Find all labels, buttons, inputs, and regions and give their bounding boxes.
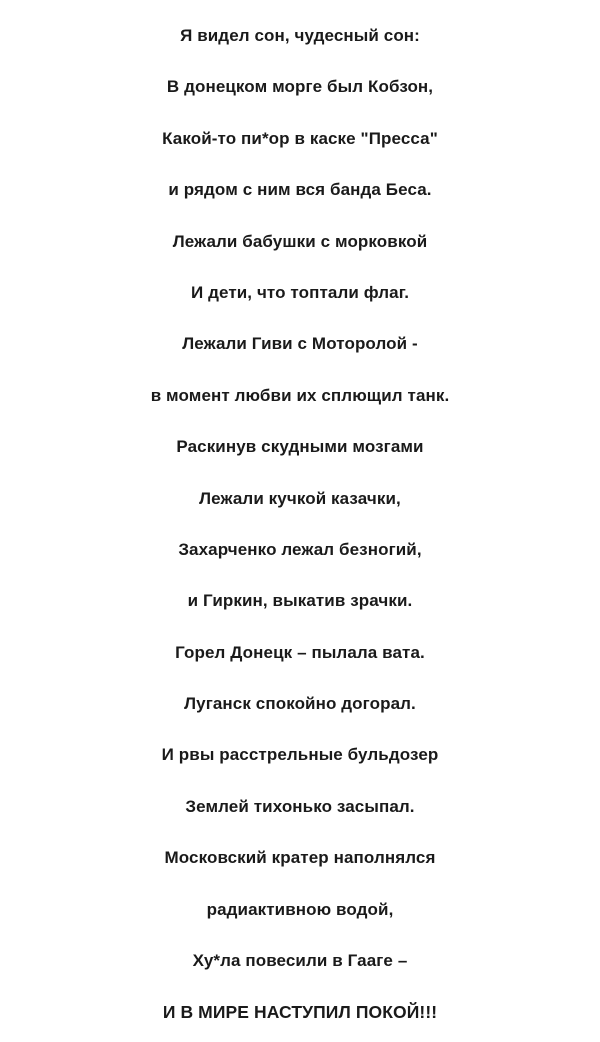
poem-line-12: и Гиркин, выкатив зрачки. [187, 591, 413, 611]
poem-line-16: Землей тихонько засыпал. [185, 796, 415, 816]
poem-line-11: Захарченко лежал безногий, [178, 539, 422, 559]
poem-line-1: Я видел сон, чудесный сон: [180, 26, 420, 45]
poem-line-3: Какой-то пи*ор в каске "Пресса" [162, 128, 438, 148]
poem-line-18: радиактивною водой, [206, 899, 394, 919]
poem-line-10: Лежали кучкой казачки, [199, 488, 401, 508]
poem-line-5: Лежали бабушки с морковкой [172, 231, 428, 251]
poem-line-17: Московский кратер наполнялся [164, 848, 436, 868]
poem-line-20: И В МИРЕ НАСТУПИЛ ПОКОЙ!!! [162, 1002, 438, 1023]
poem-line-2: В донецком морге был Кобзон, [166, 77, 434, 97]
poem-line-19: Ху*ла повесили в Гааге – [192, 951, 408, 971]
poem-line-8: в момент любви их сплющил танк. [150, 385, 450, 405]
poem-line-15: И рвы расстрельные бульдозер [161, 745, 439, 765]
poem-line-9: Раскинув скудными мозгами [176, 437, 424, 457]
poem-line-7: Лежали Гиви с Моторолой - [182, 334, 418, 354]
poem-line-13: Горел Донецк – пылала вата. [175, 642, 425, 662]
poem-line-14: Луганск спокойно догорал. [184, 694, 416, 714]
poem-line-4: и рядом с ним вся банда Беса. [168, 180, 432, 200]
poem-text [0, 14, 600, 1042]
poem-line-6: И дети, что топтали флаг. [190, 282, 410, 302]
